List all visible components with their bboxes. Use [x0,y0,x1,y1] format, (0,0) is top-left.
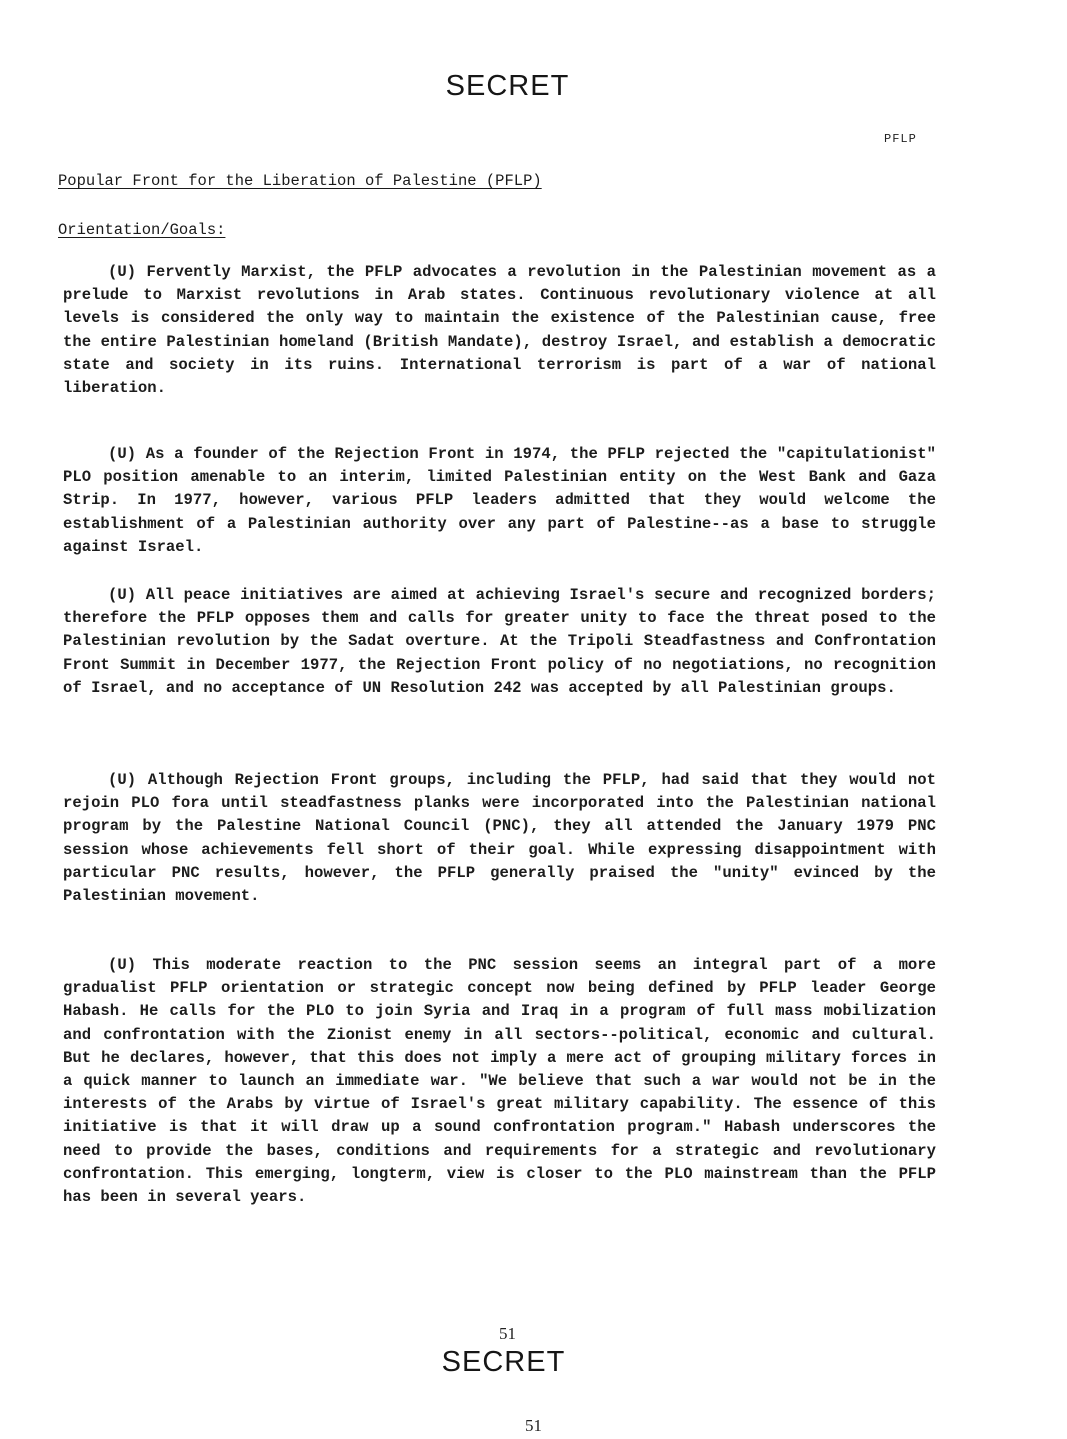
paragraph-2: (U) As a founder of the Rejection Front in 1974, the PFLP rejected the "capitulationist" PLO position amenable to an interim, limited Palestinian entity on the West Bank and Gaza Strip. In 1977, however, various PFLP leaders admitted that they would welcome the establishment of a Palestinian authority over any part of Palestine--as a base to struggle against Israel. [63,445,936,556]
page-number-upper: 51 [499,1324,516,1343]
classification-marking-top: SECRET [445,70,570,102]
page-number-lower: 51 [525,1416,542,1435]
paragraph-1: (U) Fervently Marxist, the PFLP advocates a revolution in the Palestinian movement as a prelude to Marxist revolutions in Arab states. Continuous revolutionary violence at all levels is considered the only way to maintain the existence of the Palestinian cause, free the entire Palestinian homeland (British Mandate), destroy Israel, and establish a democratic state and society in its ruins. International terrorism is part of a war of national liberation. [63,263,936,398]
paragraph-4: (U) Although Rejection Front groups, including the PFLP, had said that they would not rejoin PLO fora until steadfastness planks were incorporated into the Palestinian national program by the Palestine National Council (PNC), they all attended the January 1979 PNC session whose achievements fell short of their goal. While expressing disappointment with particular PNC results, however, the PFLP generally praised the "unity" evinced by the Palestinian movement. [63,771,936,906]
classification-marking-bottom: SECRET [441,1346,566,1378]
document-title: Popular Front for the Liberation of Palestine (PFLP) [58,172,542,190]
paragraph-3: (U) All peace initiatives are aimed at achieving Israel's secure and recognized borders; therefore the PFLP opposes them and calls for greater unity to face the threat posed to the Palestinian revolution by the Sadat overture. At the Tripoli Steadfastness and Confrontation Front Summit in December 1977, the Rejection Front policy of no negotiations, no recognition of Israel, and no acceptance of UN Resolution 242 was accepted by all Palestinian groups. [63,586,936,697]
header-tag: PFLP [884,132,917,146]
section-heading: Orientation/Goals: [58,221,226,239]
paragraph-5: (U) This moderate reaction to the PNC session seems an integral part of a more gradualist PFLP orientation or strategic concept now being defined by PFLP leader George Habash. He calls for the PLO to join Syria and Iraq in a program of full mass mobilization and confrontation with the Zionist enemy in all sectors--political, economic and cultural. But he declares, however, that this does not imply a mere act of grouping military forces in a quick manner to launch an immediate war. "We believe that such a war would not be in the interests of the Arabs by virtue of Israel's great military capability. The essence of this initiative is that it will draw up a sound confrontation program." Habash underscores the need to provide the bases, conditions and requirements for a strategic and revolutionary confrontation. This emerging, longterm, view is closer to the PLO mainstream than the PFLP has been in several years. [63,956,936,1207]
